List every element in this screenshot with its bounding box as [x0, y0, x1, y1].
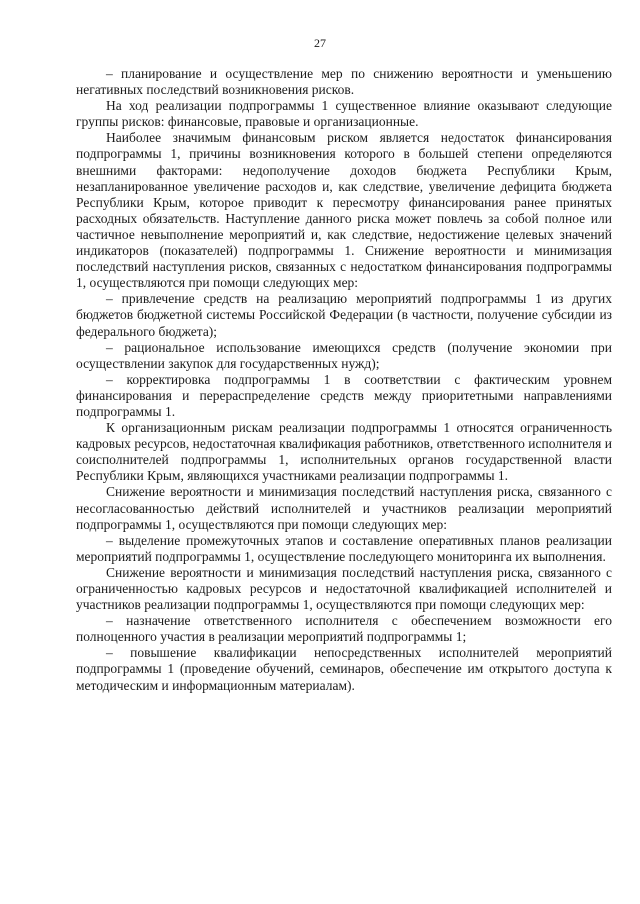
list-item-qualification: – повышение квалификации непосредственных исполнителей мероприятий подпрограммы 1 (проведение обучений, семинаров, обеспечение им открытого доступа к методическим и информационным материалам). — [76, 645, 612, 693]
page-number: 27 — [314, 36, 326, 50]
paragraph-financial-risk: Наиболее значимым финансовым риском является недостаток финансирования подпрограммы 1, причины возникновения которого в большей степени определяются внешними факторами: недополучение доходов бюджета Республики Крым, незапланированное увеличение расходов и, как следствие, увеличение дефицита бюджета Республики Крым, которое приводит к пересмотру финансирования ранее принятых расходных обязательств. Наступление данного риска может повлечь за собой полное или частичное невыполнение мероприятий и, как следствие, недостижение целевых значений индикаторов (показателей) подпрограммы 1. Снижение вероятности и минимизация последствий наступления рисков, связанных с недостатком финансирования подпрограммы 1, осуществляются при помощи следующих мер: — [76, 130, 612, 291]
list-item-adjustment: – корректировка подпрограммы 1 в соответствии с фактическим уровнем финансирования и перераспределение средств между приоритетными направлениями подпрограммы 1. — [76, 371, 612, 419]
paragraph-staff-risk: Снижение вероятности и минимизация последствий наступления риска, связанного с ограниченностью кадровых ресурсов и недостаточной квалификацией исполнителей и участников реализации подпрограммы 1, осуществляются при помощи следующих мер: — [76, 564, 612, 613]
paragraph-organizational-risks: К организационным рискам реализации подпрограммы 1 относятся ограниченность кадровых ресурсов, недостаточная квалификация работников, ответственного исполнителя и соисполнителей подпрограммы 1, исполнительных органов государственной власти Республики Крым, являющихся участниками реализации подпрограммы 1. — [76, 420, 612, 484]
list-item-responsible-executor: – назначение ответственного исполнителя с обеспечением возможности его полноценного участия в реализации мероприятий подпрограммы 1; — [76, 613, 612, 645]
list-item-attract-funds: – привлечение средств на реализацию мероприятий подпрограммы 1 из других бюджетов бюджетной системы Российской Федерации (в частности, получение субсидии из федерального бюджета); — [76, 291, 612, 339]
paragraph-risk-planning: – планирование и осуществление мер по снижению вероятности и уменьшению негативных последствий возникновения рисков. — [76, 66, 612, 98]
list-item-interim-stages: – выделение промежуточных этапов и составление оперативных планов реализации мероприятий подпрограммы 1, осуществление последующего мониторинга их выполнения. — [76, 532, 612, 564]
paragraph-risk-groups: На ход реализации подпрограммы 1 существенное влияние оказывают следующие группы рисков: финансовые, правовые и организационные. — [76, 98, 612, 130]
paragraph-coordination-risk: Снижение вероятности и минимизация последствий наступления риска, связанного с несогласованностью действий исполнителей и участников реализации мероприятий подпрограммы 1, осуществляются при помощи следующих мер: — [76, 484, 612, 532]
list-item-rational-use: – рациональное использование имеющихся средств (получение экономии при осуществлении закупок для государственных нужд); — [76, 339, 612, 371]
document-body — [76, 66, 612, 694]
